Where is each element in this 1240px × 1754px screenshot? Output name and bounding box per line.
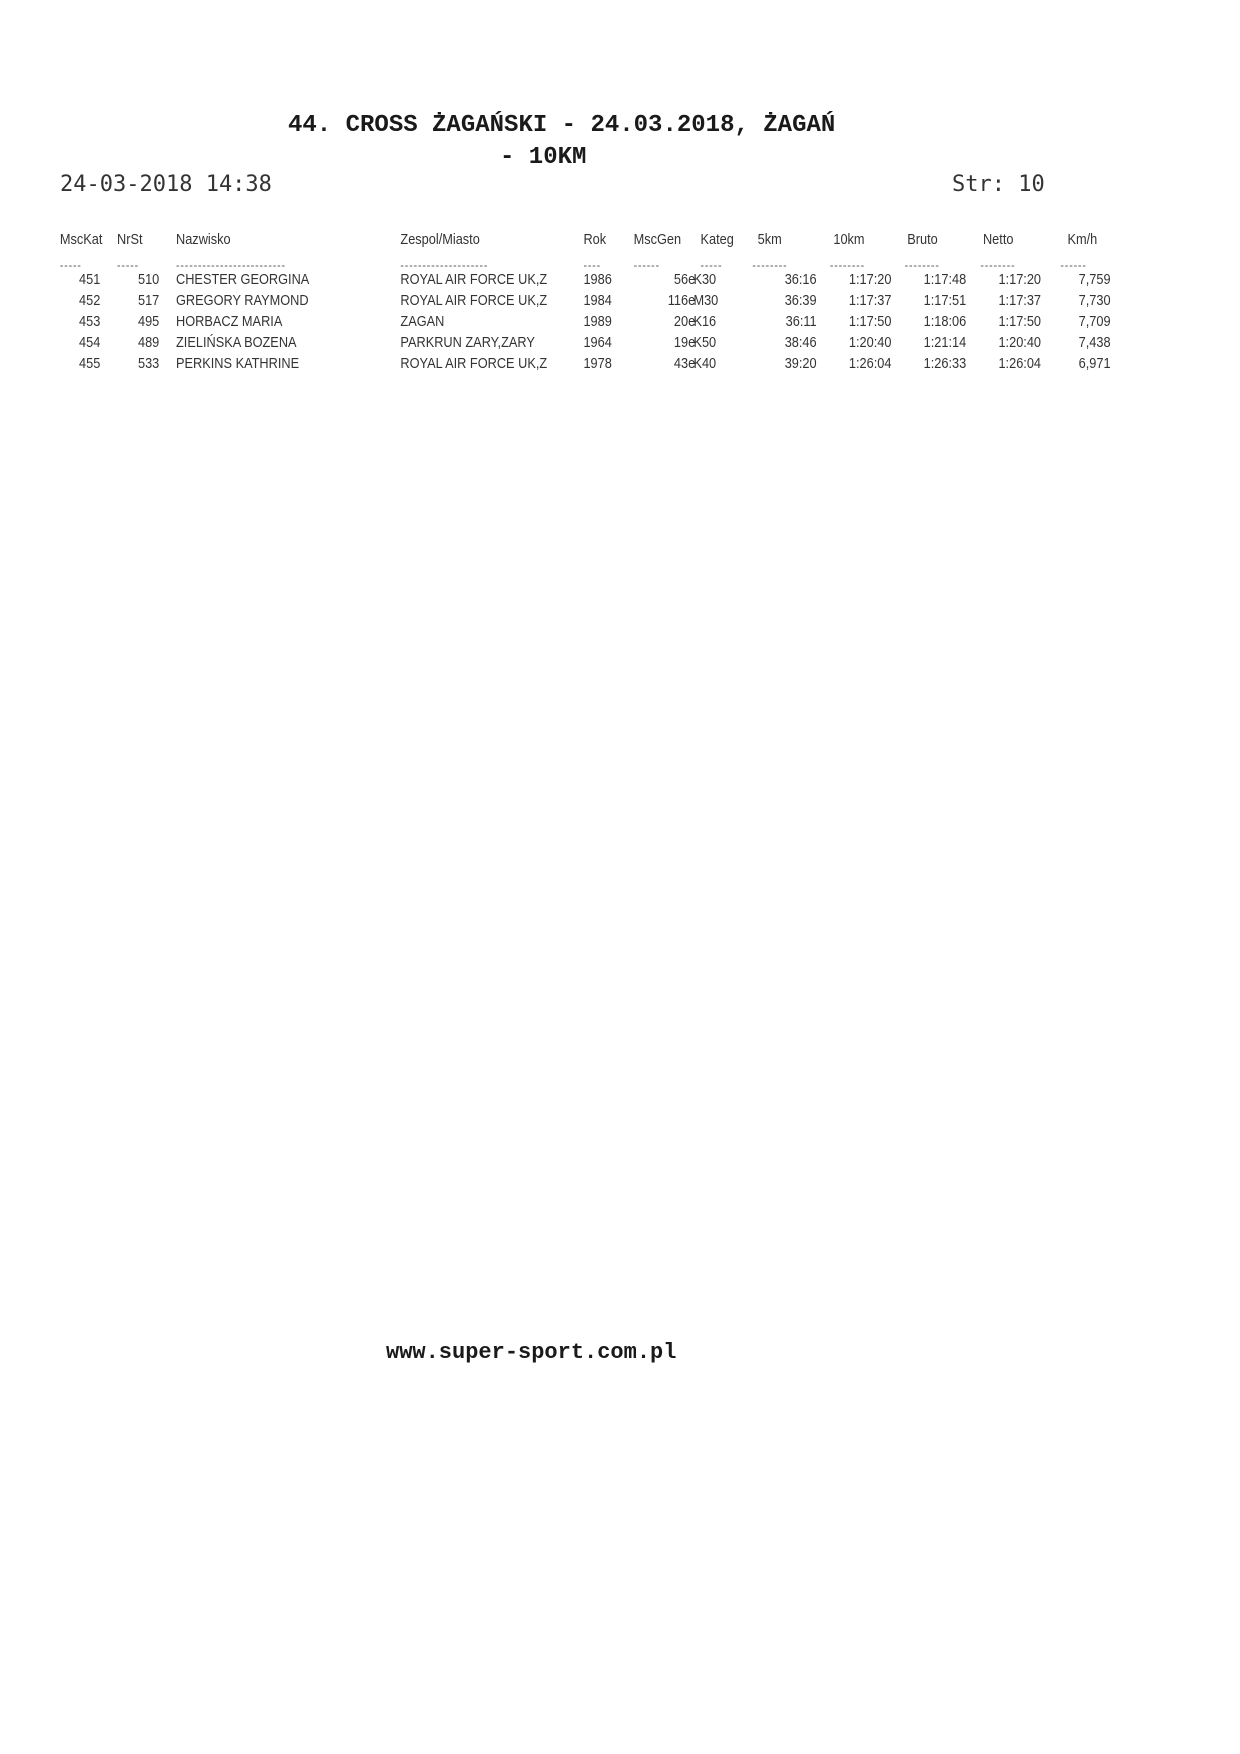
document-subtitle: - 10KM — [500, 144, 587, 171]
col-header-team: Zespol/Miasto — [400, 232, 480, 248]
cell-netto: 1:17:50 — [998, 314, 1042, 330]
footer-url: www.super-sport.com.pl — [386, 1340, 677, 1365]
cell-rok: 1986 — [583, 272, 612, 288]
cell-team: ROYAL AIR FORCE UK,Z — [400, 272, 548, 288]
cell-team: PARKRUN ZARY,ZARY — [400, 335, 535, 351]
cell-10km: 1:20:40 — [848, 335, 892, 351]
cell-rok: 1989 — [583, 314, 612, 330]
cell-bruto: 1:26:33 — [923, 356, 967, 372]
col-header-netto: Netto — [982, 232, 1014, 248]
cell-mscgen: 56e — [673, 272, 696, 288]
cell-bruto: 1:17:51 — [923, 293, 967, 309]
page-number: Str: 10 — [952, 172, 1045, 197]
cell-kateg: K16 — [693, 314, 717, 330]
cell-kmh: 7,438 — [1078, 335, 1111, 351]
cell-name: GREGORY RAYMOND — [176, 293, 309, 309]
col-header-5km: 5km — [757, 232, 782, 248]
cell-5km: 36:11 — [785, 314, 817, 330]
col-header-kateg: Kateg — [700, 232, 734, 248]
cell-10km: 1:17:37 — [848, 293, 892, 309]
cell-rok: 1964 — [583, 335, 612, 351]
col-header-name: Nazwisko — [176, 232, 231, 248]
document-title: 44. CROSS ŻAGAŃSKI - 24.03.2018, ŻAGAŃ — [288, 112, 836, 139]
cell-msckat: 455 — [79, 356, 101, 372]
cell-msckat: 452 — [79, 293, 101, 309]
cell-msckat: 451 — [79, 272, 101, 288]
cell-netto: 1:20:40 — [998, 335, 1042, 351]
col-header-msckat: MscKat — [59, 232, 103, 248]
cell-mscgen: 20e — [673, 314, 696, 330]
cell-team: ROYAL AIR FORCE UK,Z — [400, 356, 548, 372]
cell-5km: 36:39 — [784, 293, 817, 309]
cell-rok: 1984 — [583, 293, 612, 309]
cell-rok: 1978 — [583, 356, 612, 372]
cell-netto: 1:17:20 — [998, 272, 1042, 288]
cell-nrst: 510 — [137, 272, 160, 288]
cell-msckat: 453 — [79, 314, 101, 330]
cell-msckat: 454 — [79, 335, 101, 351]
cell-name: PERKINS KATHRINE — [176, 356, 300, 372]
cell-kateg: M30 — [693, 293, 719, 309]
print-datetime: 24-03-2018 14:38 — [60, 172, 272, 197]
cell-team: ZAGAN — [400, 314, 445, 330]
cell-mscgen: 19e — [673, 335, 696, 351]
cell-mscgen: 43e — [673, 356, 696, 372]
cell-5km: 36:16 — [784, 272, 817, 288]
col-header-nrst: NrSt — [117, 232, 143, 248]
cell-name: HORBACZ MARIA — [176, 314, 283, 330]
cell-kateg: K40 — [693, 356, 717, 372]
cell-kateg: K30 — [693, 272, 717, 288]
cell-kmh: 6,971 — [1078, 356, 1111, 372]
cell-10km: 1:26:04 — [848, 356, 892, 372]
cell-5km: 39:20 — [784, 356, 817, 372]
cell-10km: 1:17:50 — [848, 314, 892, 330]
cell-mscgen: 116e — [667, 293, 696, 309]
col-header-mscgen: MscGen — [633, 232, 682, 248]
cell-kateg: K50 — [693, 335, 717, 351]
cell-kmh: 7,730 — [1078, 293, 1111, 309]
col-header-10km: 10km — [833, 232, 865, 248]
cell-team: ROYAL AIR FORCE UK,Z — [400, 293, 548, 309]
cell-bruto: 1:21:14 — [923, 335, 967, 351]
cell-kmh: 7,709 — [1078, 314, 1111, 330]
cell-nrst: 489 — [137, 335, 160, 351]
col-header-bruto: Bruto — [907, 232, 938, 248]
cell-10km: 1:17:20 — [848, 272, 892, 288]
cell-5km: 38:46 — [784, 335, 817, 351]
col-header-rok: Rok — [583, 232, 607, 248]
cell-nrst: 517 — [137, 293, 160, 309]
cell-bruto: 1:18:06 — [923, 314, 967, 330]
cell-kmh: 7,759 — [1078, 272, 1111, 288]
cell-bruto: 1:17:48 — [923, 272, 967, 288]
cell-netto: 1:26:04 — [998, 356, 1042, 372]
cell-nrst: 533 — [137, 356, 160, 372]
cell-name: CHESTER GEORGINA — [176, 272, 310, 288]
cell-name: ZIELIŃSKA BOZENA — [176, 335, 297, 351]
cell-netto: 1:17:37 — [998, 293, 1042, 309]
col-header-kmh: Km/h — [1067, 232, 1098, 248]
cell-nrst: 495 — [137, 314, 160, 330]
